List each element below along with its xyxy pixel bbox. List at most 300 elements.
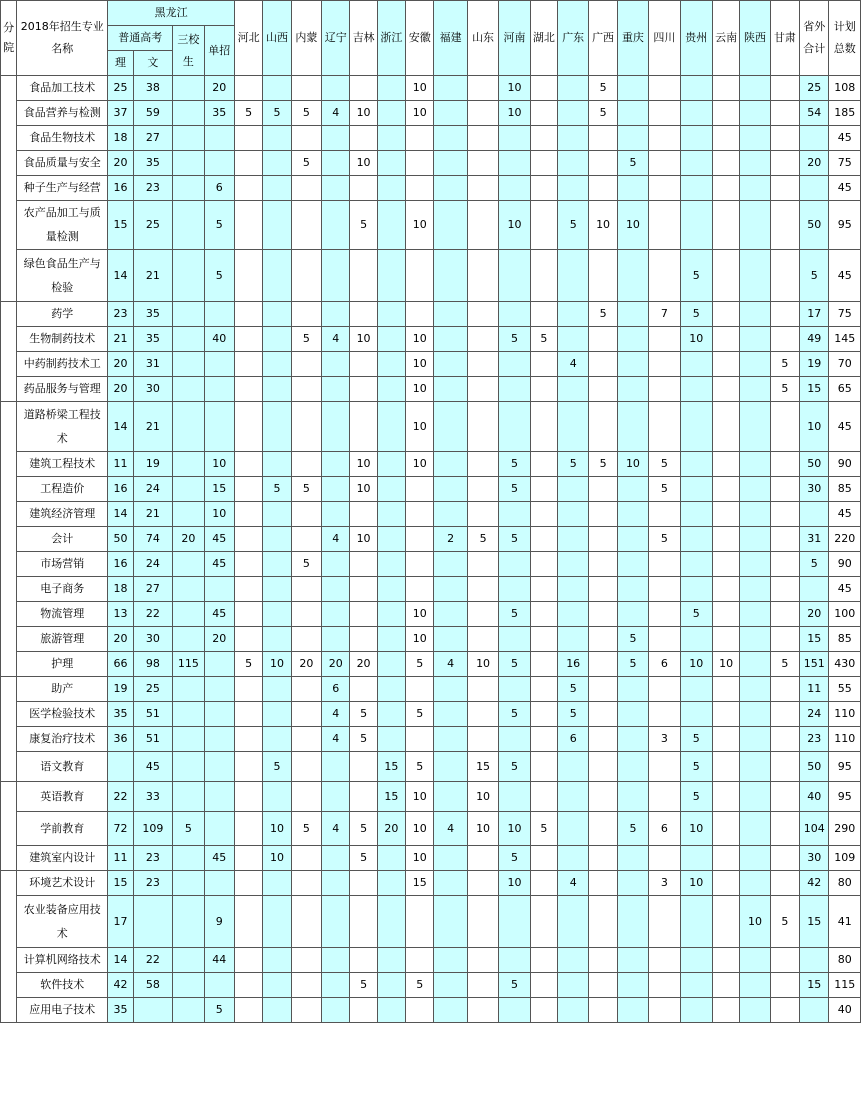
division-name (1, 782, 17, 871)
province-count (406, 577, 434, 602)
province-count (499, 250, 530, 302)
province-count (377, 527, 405, 552)
sci-count: 19 (108, 677, 133, 702)
province-count (530, 477, 557, 502)
province-count: 5 (680, 752, 712, 782)
province-count (740, 377, 770, 402)
province-count (350, 998, 377, 1023)
major-name: 英语教育 (17, 782, 108, 812)
province-count (434, 302, 467, 327)
province-count (350, 577, 377, 602)
province-count (377, 101, 405, 126)
sci-count: 18 (108, 577, 133, 602)
province-count (770, 250, 799, 302)
province-count (322, 452, 350, 477)
art-count: 30 (133, 377, 173, 402)
province-count (291, 402, 321, 452)
outside-total: 23 (800, 727, 829, 752)
province-count (680, 201, 712, 250)
table-row (1, 782, 861, 812)
province-count (467, 302, 498, 327)
province-count (377, 352, 405, 377)
province-count (291, 702, 321, 727)
province-count (291, 176, 321, 201)
province-count (770, 302, 799, 327)
header-province: 广西 (589, 1, 617, 76)
province-count (589, 652, 617, 677)
sci-count: 16 (108, 552, 133, 577)
province-count (467, 201, 498, 250)
art-count: 22 (133, 602, 173, 627)
province-count (649, 201, 680, 250)
province-count: 5 (263, 101, 291, 126)
province-count (377, 602, 405, 627)
province-count (234, 846, 262, 871)
single-count (204, 302, 234, 327)
province-count (530, 727, 557, 752)
art-count: 35 (133, 327, 173, 352)
province-count (589, 627, 617, 652)
single-count: 15 (204, 477, 234, 502)
province-count (558, 973, 589, 998)
province-count (530, 151, 557, 176)
province-count (263, 602, 291, 627)
province-count: 10 (499, 812, 530, 846)
province-count (234, 577, 262, 602)
province-count (740, 948, 770, 973)
province-count (617, 846, 648, 871)
three-schools-count (173, 402, 204, 452)
province-count (712, 327, 739, 352)
province-count: 5 (680, 602, 712, 627)
art-count: 27 (133, 577, 173, 602)
province-count (712, 627, 739, 652)
province-count (434, 452, 467, 477)
three-schools-count (173, 377, 204, 402)
province-count (322, 602, 350, 627)
province-count: 5 (499, 527, 530, 552)
table-row (1, 602, 861, 627)
major-name: 药品服务与管理 (17, 377, 108, 402)
province-count: 10 (263, 846, 291, 871)
province-count (291, 527, 321, 552)
province-count (499, 126, 530, 151)
plan-total: 45 (829, 502, 861, 527)
province-count (740, 602, 770, 627)
major-name: 应用电子技术 (17, 998, 108, 1023)
province-count (499, 948, 530, 973)
province-count (649, 327, 680, 352)
major-name: 会计 (17, 527, 108, 552)
province-count (680, 577, 712, 602)
province-count (617, 402, 648, 452)
province-count (530, 677, 557, 702)
province-count (558, 250, 589, 302)
province-count: 5 (291, 327, 321, 352)
three-schools-count (173, 176, 204, 201)
province-count (467, 998, 498, 1023)
province-count (680, 151, 712, 176)
major-name: 市场营销 (17, 552, 108, 577)
province-count: 5 (589, 452, 617, 477)
province-count (558, 126, 589, 151)
province-count (322, 176, 350, 201)
province-count (467, 871, 498, 896)
province-count (499, 577, 530, 602)
province-count (467, 627, 498, 652)
province-count (649, 250, 680, 302)
province-count: 5 (499, 452, 530, 477)
outside-total: 5 (800, 552, 829, 577)
table-row (1, 677, 861, 702)
province-count (712, 552, 739, 577)
province-count (263, 896, 291, 948)
outside-total: 50 (800, 452, 829, 477)
province-count (589, 846, 617, 871)
province-count: 15 (377, 782, 405, 812)
three-schools-count (173, 552, 204, 577)
sci-count: 36 (108, 727, 133, 752)
art-count: 21 (133, 502, 173, 527)
province-count (712, 452, 739, 477)
province-count (558, 602, 589, 627)
table-row (1, 201, 861, 250)
province-count (467, 76, 498, 101)
province-count (499, 352, 530, 377)
division-name (1, 871, 17, 1023)
province-count: 10 (680, 871, 712, 896)
province-count (740, 527, 770, 552)
major-name: 建筑室内设计 (17, 846, 108, 871)
single-count: 20 (204, 627, 234, 652)
province-count (530, 782, 557, 812)
province-count (617, 527, 648, 552)
province-count (680, 76, 712, 101)
plan-total: 55 (829, 677, 861, 702)
province-count (530, 973, 557, 998)
plan-total: 290 (829, 812, 861, 846)
single-count (204, 702, 234, 727)
province-count (434, 402, 467, 452)
province-count (406, 552, 434, 577)
major-name: 康复治疗技术 (17, 727, 108, 752)
province-count: 5 (589, 302, 617, 327)
sci-count: 50 (108, 527, 133, 552)
province-count (434, 602, 467, 627)
outside-total: 24 (800, 702, 829, 727)
table-row (1, 527, 861, 552)
province-count (617, 782, 648, 812)
division-name (1, 76, 17, 302)
three-schools-count (173, 998, 204, 1023)
outside-total: 11 (800, 677, 829, 702)
header-province: 吉林 (350, 1, 377, 76)
province-count (406, 677, 434, 702)
table-row (1, 502, 861, 527)
table-row (1, 752, 861, 782)
province-count (740, 677, 770, 702)
province-count (740, 812, 770, 846)
plan-total: 70 (829, 352, 861, 377)
province-count (322, 627, 350, 652)
single-count: 45 (204, 527, 234, 552)
province-count: 5 (649, 452, 680, 477)
province-count (467, 352, 498, 377)
province-count (680, 552, 712, 577)
province-count (740, 302, 770, 327)
division-name (1, 677, 17, 782)
province-count (434, 627, 467, 652)
province-count (770, 76, 799, 101)
province-count (377, 377, 405, 402)
art-count: 23 (133, 871, 173, 896)
province-count (234, 871, 262, 896)
outside-total: 30 (800, 477, 829, 502)
province-count (377, 948, 405, 973)
province-count (712, 727, 739, 752)
province-count (291, 602, 321, 627)
sci-count: 35 (108, 998, 133, 1023)
province-count (263, 627, 291, 652)
three-schools-count (173, 896, 204, 948)
province-count (530, 250, 557, 302)
province-count (770, 176, 799, 201)
art-count: 51 (133, 727, 173, 752)
header-division: 分院 (1, 1, 17, 76)
province-count: 20 (377, 812, 405, 846)
province-count (770, 998, 799, 1023)
outside-total: 5 (800, 250, 829, 302)
plan-total: 110 (829, 727, 861, 752)
province-count (467, 602, 498, 627)
province-count: 5 (234, 101, 262, 126)
province-count (350, 871, 377, 896)
outside-total: 15 (800, 627, 829, 652)
province-count (740, 76, 770, 101)
province-count: 10 (350, 151, 377, 176)
province-count (740, 727, 770, 752)
major-name: 种子生产与经营 (17, 176, 108, 201)
sci-count: 23 (108, 302, 133, 327)
province-count (712, 402, 739, 452)
province-count: 4 (434, 812, 467, 846)
province-count: 3 (649, 727, 680, 752)
province-count (377, 577, 405, 602)
province-count (589, 998, 617, 1023)
province-count (558, 101, 589, 126)
province-count (350, 302, 377, 327)
art-count: 38 (133, 76, 173, 101)
outside-total (800, 998, 829, 1023)
province-count (770, 602, 799, 627)
outside-total: 20 (800, 602, 829, 627)
outside-total: 50 (800, 752, 829, 782)
major-name: 食品营养与检测 (17, 101, 108, 126)
province-count (712, 677, 739, 702)
province-count (740, 652, 770, 677)
province-count (712, 577, 739, 602)
province-count (467, 502, 498, 527)
province-count (589, 602, 617, 627)
province-count (467, 846, 498, 871)
province-count: 10 (712, 652, 739, 677)
plan-total: 145 (829, 327, 861, 352)
province-count (558, 302, 589, 327)
header-province: 贵州 (680, 1, 712, 76)
outside-total: 151 (800, 652, 829, 677)
province-count (558, 477, 589, 502)
header-province: 内蒙 (291, 1, 321, 76)
plan-total: 65 (829, 377, 861, 402)
province-count: 5 (291, 151, 321, 176)
province-count (434, 552, 467, 577)
single-count: 44 (204, 948, 234, 973)
province-count (558, 627, 589, 652)
province-count (589, 577, 617, 602)
major-name: 环境艺术设计 (17, 871, 108, 896)
plan-total: 45 (829, 402, 861, 452)
outside-total (800, 176, 829, 201)
table-row (1, 126, 861, 151)
province-count (558, 782, 589, 812)
province-count (740, 627, 770, 652)
province-count (530, 352, 557, 377)
art-count: 74 (133, 527, 173, 552)
province-count (770, 577, 799, 602)
province-count: 10 (350, 327, 377, 352)
province-count (434, 973, 467, 998)
header-province: 安徽 (406, 1, 434, 76)
plan-total: 45 (829, 176, 861, 201)
province-count (530, 402, 557, 452)
province-count (530, 76, 557, 101)
province-count (322, 201, 350, 250)
art-count: 35 (133, 151, 173, 176)
sci-count: 20 (108, 151, 133, 176)
province-count (263, 502, 291, 527)
province-count (589, 752, 617, 782)
three-schools-count (173, 502, 204, 527)
province-count (589, 973, 617, 998)
province-count (712, 502, 739, 527)
province-count (406, 948, 434, 973)
major-name: 计算机网络技术 (17, 948, 108, 973)
province-count (263, 973, 291, 998)
three-schools-count (173, 477, 204, 502)
province-count (467, 477, 498, 502)
province-count (770, 151, 799, 176)
table-row (1, 402, 861, 452)
header-province: 辽宁 (322, 1, 350, 76)
major-name: 电子商务 (17, 577, 108, 602)
table-row (1, 327, 861, 352)
province-count (649, 76, 680, 101)
province-count (322, 998, 350, 1023)
province-count (263, 250, 291, 302)
outside-total (800, 948, 829, 973)
province-count (770, 201, 799, 250)
province-count (770, 502, 799, 527)
sci-count: 14 (108, 250, 133, 302)
province-count (467, 327, 498, 352)
province-count (589, 871, 617, 896)
province-count (530, 948, 557, 973)
header-province: 甘肃 (770, 1, 799, 76)
province-count (322, 126, 350, 151)
province-count (558, 577, 589, 602)
header-three-schools: 三校生 (173, 26, 204, 76)
province-count (350, 752, 377, 782)
province-count (263, 201, 291, 250)
province-count: 5 (291, 552, 321, 577)
province-count (617, 552, 648, 577)
major-name: 物流管理 (17, 602, 108, 627)
table-row (1, 151, 861, 176)
major-name: 农业装备应用技术 (17, 896, 108, 948)
province-count (350, 948, 377, 973)
province-count (680, 176, 712, 201)
province-count (234, 126, 262, 151)
province-count (322, 871, 350, 896)
province-count: 5 (499, 752, 530, 782)
province-count (234, 677, 262, 702)
province-count (377, 552, 405, 577)
province-count (617, 377, 648, 402)
three-schools-count (173, 627, 204, 652)
single-count (204, 402, 234, 452)
province-count: 3 (649, 871, 680, 896)
province-count (291, 782, 321, 812)
province-count (234, 477, 262, 502)
province-count (377, 327, 405, 352)
province-count (589, 677, 617, 702)
province-count: 10 (740, 896, 770, 948)
major-name: 生物制药技术 (17, 327, 108, 352)
province-count (291, 377, 321, 402)
province-count: 5 (617, 652, 648, 677)
header-outside-total: 省外合计 (800, 1, 829, 76)
table-row (1, 477, 861, 502)
province-count (377, 250, 405, 302)
plan-total: 90 (829, 552, 861, 577)
province-count (558, 998, 589, 1023)
header-province: 山西 (263, 1, 291, 76)
province-count (263, 871, 291, 896)
province-count (499, 896, 530, 948)
province-count (617, 577, 648, 602)
major-name: 护理 (17, 652, 108, 677)
three-schools-count (173, 973, 204, 998)
province-count: 5 (350, 846, 377, 871)
province-count (740, 176, 770, 201)
table-row (1, 552, 861, 577)
province-count (617, 727, 648, 752)
header-plan-total: 计划总数 (829, 1, 861, 76)
single-count: 35 (204, 101, 234, 126)
province-count (740, 846, 770, 871)
province-count (234, 352, 262, 377)
table-row (1, 652, 861, 677)
province-count (589, 402, 617, 452)
province-count (377, 702, 405, 727)
sci-count: 15 (108, 201, 133, 250)
province-count: 10 (350, 527, 377, 552)
province-count (712, 352, 739, 377)
province-count (467, 377, 498, 402)
province-count (680, 126, 712, 151)
header-province: 云南 (712, 1, 739, 76)
province-count: 10 (680, 652, 712, 677)
